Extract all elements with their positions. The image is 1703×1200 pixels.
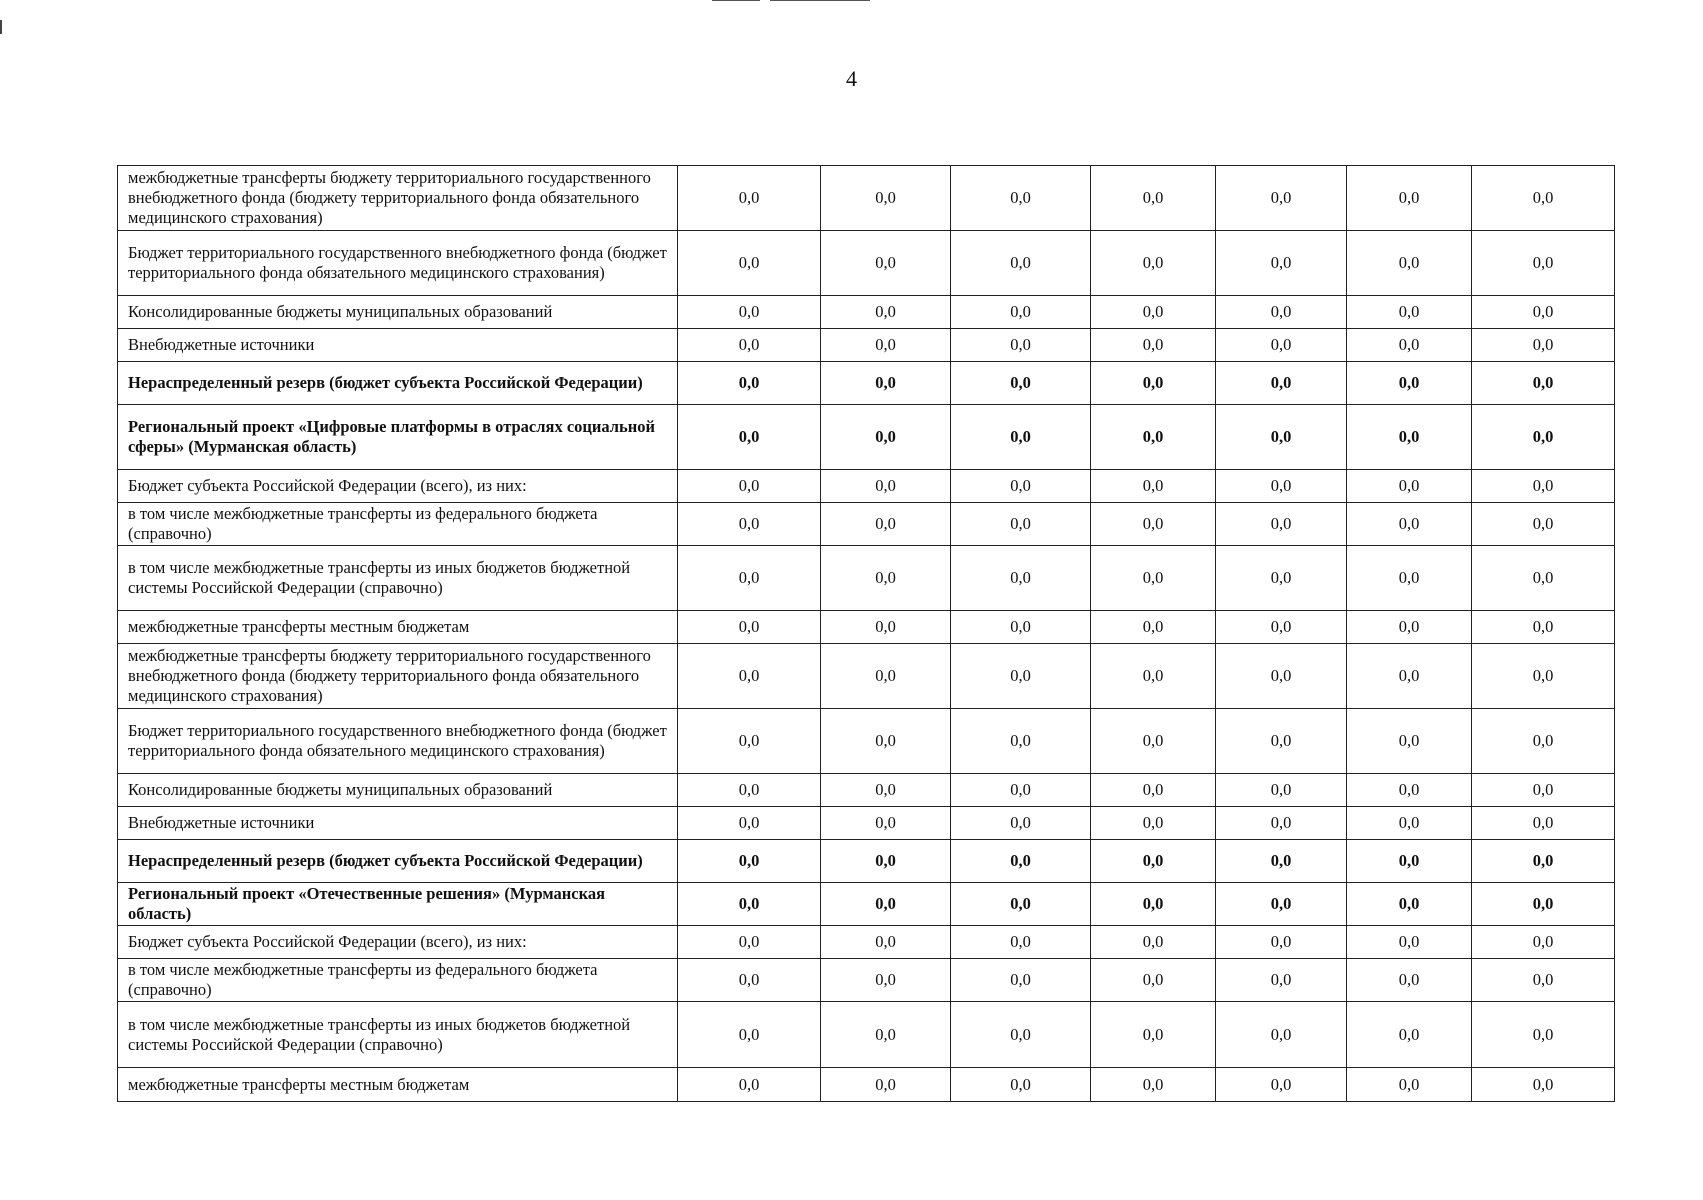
value-cell: 0,0 (821, 503, 951, 546)
scan-mark (770, 0, 870, 1)
value-cell: 0,0 (951, 1068, 1091, 1102)
value-cell: 0,0 (1472, 546, 1615, 611)
value-cell: 0,0 (1091, 362, 1216, 405)
value-cell: 0,0 (678, 231, 821, 296)
table-row (118, 926, 1615, 959)
row-label: Нераспределенный резерв (бюджет субъекта Российской Федерации) (118, 362, 678, 405)
value-cell: 0,0 (1472, 611, 1615, 644)
row-label: Региональный проект «Цифровые платформы в отраслях социальной сферы» (Мурманская область) (118, 405, 678, 470)
value-cell: 0,0 (1091, 231, 1216, 296)
value-cell: 0,0 (1091, 611, 1216, 644)
value-cell: 0,0 (1472, 405, 1615, 470)
value-cell: 0,0 (1472, 709, 1615, 774)
value-cell: 0,0 (678, 329, 821, 362)
value-cell: 0,0 (1347, 807, 1472, 840)
row-label: Консолидированные бюджеты муниципальных образований (118, 296, 678, 329)
value-cell: 0,0 (1472, 231, 1615, 296)
row-label: Бюджет территориального государственного внебюджетного фонда (бюджет территориального фонда обязательного медицинского страхования) (118, 709, 678, 774)
table-row (118, 503, 1615, 546)
value-cell: 0,0 (1472, 1002, 1615, 1068)
row-label: в том числе межбюджетные трансферты из иных бюджетов бюджетной системы Российской Федерации (справочно) (118, 546, 678, 611)
value-cell: 0,0 (1216, 926, 1347, 959)
value-cell: 0,0 (1091, 296, 1216, 329)
value-cell: 0,0 (1347, 1068, 1472, 1102)
value-cell: 0,0 (1216, 362, 1347, 405)
scan-left-mark (0, 20, 2, 34)
value-cell: 0,0 (1472, 166, 1615, 231)
value-cell: 0,0 (1216, 503, 1347, 546)
value-cell: 0,0 (1216, 709, 1347, 774)
value-cell: 0,0 (1216, 405, 1347, 470)
value-cell: 0,0 (951, 405, 1091, 470)
value-cell: 0,0 (951, 231, 1091, 296)
value-cell: 0,0 (678, 405, 821, 470)
scan-top-marks (700, 0, 880, 2)
table-row (118, 329, 1615, 362)
value-cell: 0,0 (678, 709, 821, 774)
value-cell: 0,0 (678, 807, 821, 840)
value-cell: 0,0 (678, 166, 821, 231)
value-cell: 0,0 (1216, 644, 1347, 709)
value-cell: 0,0 (1472, 296, 1615, 329)
value-cell: 0,0 (951, 807, 1091, 840)
row-label: межбюджетные трансферты местным бюджетам (118, 1068, 678, 1102)
value-cell: 0,0 (1347, 405, 1472, 470)
value-cell: 0,0 (821, 1002, 951, 1068)
value-cell: 0,0 (821, 644, 951, 709)
value-cell: 0,0 (1472, 883, 1615, 926)
value-cell: 0,0 (1472, 959, 1615, 1002)
value-cell: 0,0 (821, 231, 951, 296)
table-row (118, 470, 1615, 503)
value-cell: 0,0 (1091, 807, 1216, 840)
value-cell: 0,0 (821, 1068, 951, 1102)
value-cell: 0,0 (1091, 503, 1216, 546)
value-cell: 0,0 (1347, 470, 1472, 503)
value-cell: 0,0 (1216, 807, 1347, 840)
value-cell: 0,0 (1091, 546, 1216, 611)
row-label: в том числе межбюджетные трансферты из федерального бюджета (справочно) (118, 959, 678, 1002)
value-cell: 0,0 (821, 296, 951, 329)
table-row (118, 296, 1615, 329)
row-label: в том числе межбюджетные трансферты из иных бюджетов бюджетной системы Российской Федерации (справочно) (118, 1002, 678, 1068)
row-label: Внебюджетные источники (118, 329, 678, 362)
table-row (118, 546, 1615, 611)
row-label: межбюджетные трансферты бюджету территориального государственного внебюджетного фонда (бюджету территориального фонда обязательного медицинского страхования) (118, 166, 678, 231)
value-cell: 0,0 (1216, 470, 1347, 503)
table-row (118, 231, 1615, 296)
value-cell: 0,0 (821, 405, 951, 470)
value-cell: 0,0 (1216, 840, 1347, 883)
value-cell: 0,0 (1091, 405, 1216, 470)
table-row (118, 840, 1615, 883)
scan-mark (712, 0, 760, 1)
value-cell: 0,0 (1216, 546, 1347, 611)
value-cell: 0,0 (1472, 644, 1615, 709)
table-row (118, 362, 1615, 405)
value-cell: 0,0 (1347, 611, 1472, 644)
value-cell: 0,0 (821, 774, 951, 807)
row-label: Внебюджетные источники (118, 807, 678, 840)
value-cell: 0,0 (678, 840, 821, 883)
value-cell: 0,0 (1216, 774, 1347, 807)
value-cell: 0,0 (951, 503, 1091, 546)
value-cell: 0,0 (821, 470, 951, 503)
value-cell: 0,0 (1091, 329, 1216, 362)
value-cell: 0,0 (1347, 546, 1472, 611)
value-cell: 0,0 (1472, 329, 1615, 362)
row-label: Бюджет субъекта Российской Федерации (всего), из них: (118, 926, 678, 959)
value-cell: 0,0 (1472, 362, 1615, 405)
row-label: межбюджетные трансферты бюджету территориального государственного внебюджетного фонда (бюджету территориального фонда обязательного медицинского страхования) (118, 644, 678, 709)
value-cell: 0,0 (1347, 644, 1472, 709)
table-row (118, 774, 1615, 807)
page-number: 4 (846, 66, 857, 91)
value-cell: 0,0 (821, 807, 951, 840)
value-cell: 0,0 (951, 644, 1091, 709)
value-cell: 0,0 (1347, 329, 1472, 362)
value-cell: 0,0 (1347, 774, 1472, 807)
table-row (118, 644, 1615, 709)
value-cell: 0,0 (1216, 883, 1347, 926)
value-cell: 0,0 (821, 709, 951, 774)
value-cell: 0,0 (1216, 611, 1347, 644)
table-row (118, 405, 1615, 470)
value-cell: 0,0 (821, 329, 951, 362)
value-cell: 0,0 (678, 503, 821, 546)
value-cell: 0,0 (821, 546, 951, 611)
value-cell: 0,0 (1216, 296, 1347, 329)
value-cell: 0,0 (1091, 470, 1216, 503)
value-cell: 0,0 (1472, 840, 1615, 883)
value-cell: 0,0 (951, 296, 1091, 329)
value-cell: 0,0 (1216, 1068, 1347, 1102)
value-cell: 0,0 (951, 709, 1091, 774)
value-cell: 0,0 (1091, 840, 1216, 883)
value-cell: 0,0 (951, 883, 1091, 926)
value-cell: 0,0 (1091, 166, 1216, 231)
value-cell: 0,0 (1347, 166, 1472, 231)
row-label: Консолидированные бюджеты муниципальных образований (118, 774, 678, 807)
value-cell: 0,0 (1472, 774, 1615, 807)
row-label: Бюджет территориального государственного внебюджетного фонда (бюджет территориального фонда обязательного медицинского страхования) (118, 231, 678, 296)
value-cell: 0,0 (951, 166, 1091, 231)
row-label: Бюджет субъекта Российской Федерации (всего), из них: (118, 470, 678, 503)
table-row (118, 959, 1615, 1002)
value-cell: 0,0 (1472, 1068, 1615, 1102)
value-cell: 0,0 (1472, 470, 1615, 503)
value-cell: 0,0 (1347, 883, 1472, 926)
value-cell: 0,0 (821, 840, 951, 883)
value-cell: 0,0 (1216, 1002, 1347, 1068)
value-cell: 0,0 (1091, 1068, 1216, 1102)
value-cell: 0,0 (1216, 329, 1347, 362)
value-cell: 0,0 (1347, 503, 1472, 546)
value-cell: 0,0 (821, 166, 951, 231)
value-cell: 0,0 (951, 470, 1091, 503)
value-cell: 0,0 (821, 883, 951, 926)
value-cell: 0,0 (951, 362, 1091, 405)
row-label: Региональный проект «Отечественные решения» (Мурманская область) (118, 883, 678, 926)
value-cell: 0,0 (1347, 959, 1472, 1002)
value-cell: 0,0 (1091, 926, 1216, 959)
value-cell: 0,0 (1091, 1002, 1216, 1068)
value-cell: 0,0 (1216, 231, 1347, 296)
table-row (118, 883, 1615, 926)
value-cell: 0,0 (951, 1002, 1091, 1068)
value-cell: 0,0 (678, 926, 821, 959)
value-cell: 0,0 (1347, 296, 1472, 329)
table-row (118, 1002, 1615, 1068)
value-cell: 0,0 (678, 611, 821, 644)
value-cell: 0,0 (951, 840, 1091, 883)
value-cell: 0,0 (1347, 926, 1472, 959)
value-cell: 0,0 (678, 1068, 821, 1102)
value-cell: 0,0 (678, 644, 821, 709)
value-cell: 0,0 (951, 959, 1091, 1002)
value-cell: 0,0 (1347, 709, 1472, 774)
value-cell: 0,0 (821, 362, 951, 405)
value-cell: 0,0 (1347, 362, 1472, 405)
budget-table (117, 165, 1615, 1102)
value-cell: 0,0 (678, 546, 821, 611)
row-label: межбюджетные трансферты местным бюджетам (118, 611, 678, 644)
value-cell: 0,0 (951, 546, 1091, 611)
row-label: в том числе межбюджетные трансферты из федерального бюджета (справочно) (118, 503, 678, 546)
value-cell: 0,0 (678, 959, 821, 1002)
value-cell: 0,0 (1091, 644, 1216, 709)
value-cell: 0,0 (678, 774, 821, 807)
value-cell: 0,0 (1216, 959, 1347, 1002)
value-cell: 0,0 (678, 470, 821, 503)
value-cell: 0,0 (1216, 166, 1347, 231)
value-cell: 0,0 (678, 362, 821, 405)
value-cell: 0,0 (1091, 883, 1216, 926)
table-row (118, 166, 1615, 231)
value-cell: 0,0 (1347, 231, 1472, 296)
row-label: Нераспределенный резерв (бюджет субъекта Российской Федерации) (118, 840, 678, 883)
value-cell: 0,0 (678, 883, 821, 926)
value-cell: 0,0 (821, 611, 951, 644)
table-row (118, 709, 1615, 774)
value-cell: 0,0 (1347, 840, 1472, 883)
value-cell: 0,0 (678, 296, 821, 329)
value-cell: 0,0 (1091, 959, 1216, 1002)
table-row (118, 807, 1615, 840)
value-cell: 0,0 (1472, 926, 1615, 959)
value-cell: 0,0 (1347, 1002, 1472, 1068)
value-cell: 0,0 (951, 329, 1091, 362)
value-cell: 0,0 (678, 1002, 821, 1068)
value-cell: 0,0 (821, 959, 951, 1002)
table-row (118, 1068, 1615, 1102)
value-cell: 0,0 (821, 926, 951, 959)
value-cell: 0,0 (951, 926, 1091, 959)
value-cell: 0,0 (1472, 503, 1615, 546)
value-cell: 0,0 (1091, 709, 1216, 774)
value-cell: 0,0 (1091, 774, 1216, 807)
value-cell: 0,0 (1472, 807, 1615, 840)
table-row (118, 611, 1615, 644)
value-cell: 0,0 (951, 611, 1091, 644)
value-cell: 0,0 (951, 774, 1091, 807)
